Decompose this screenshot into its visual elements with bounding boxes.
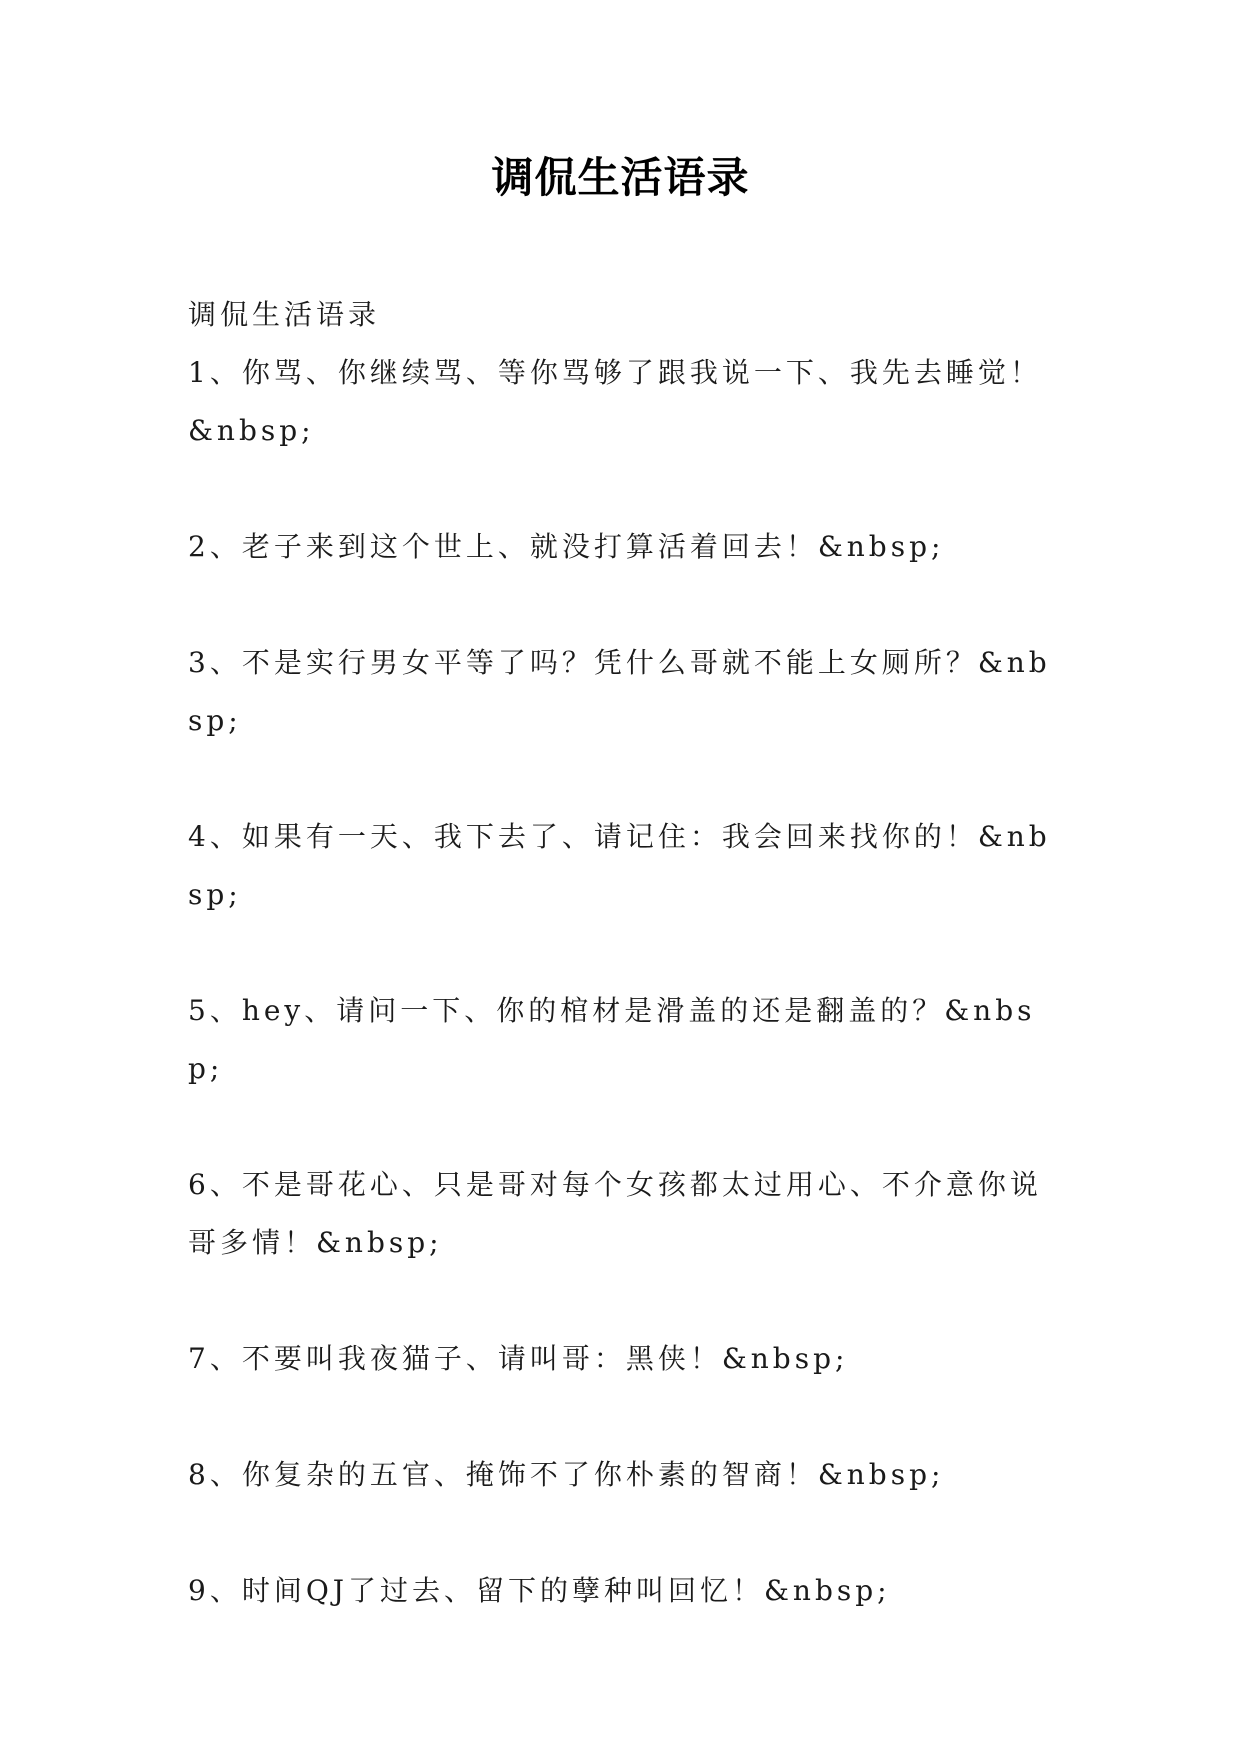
quote-item-6: 6、不是哥花心、只是哥对每个女孩都太过用心、不介意你说哥多情！&nbsp;	[188, 1168, 1042, 1259]
quote-item-2: 2、老子来到这个世上、就没打算活着回去！&nbsp;	[188, 530, 945, 563]
quote-item-5: 5、hey、请问一下、你的棺材是滑盖的还是翻盖的？&nbsp;	[188, 994, 1036, 1085]
document-body	[188, 286, 1068, 1678]
quote-item-8: 8、你复杂的五官、掩饰不了你朴素的智商！&nbsp;	[188, 1458, 945, 1491]
document-subtitle: 调侃生活语录	[188, 298, 381, 331]
quote-item-9: 9、时间QJ了过去、留下的孽种叫回忆！&nbsp;	[188, 1574, 891, 1607]
document-title: 调侃生活语录	[491, 153, 750, 202]
quote-item-4: 4、如果有一天、我下去了、请记住：我会回来找你的！&nbsp;	[188, 820, 1051, 911]
quote-item-1: 1、你骂、你继续骂、等你骂够了跟我说一下、我先去睡觉！&nbsp;	[188, 356, 1042, 447]
quote-item-7: 7、不要叫我夜猫子、请叫哥：黑侠！&nbsp;	[188, 1342, 849, 1375]
quote-item-3: 3、不是实行男女平等了吗？凭什么哥就不能上女厕所？&nbsp;	[188, 646, 1051, 737]
